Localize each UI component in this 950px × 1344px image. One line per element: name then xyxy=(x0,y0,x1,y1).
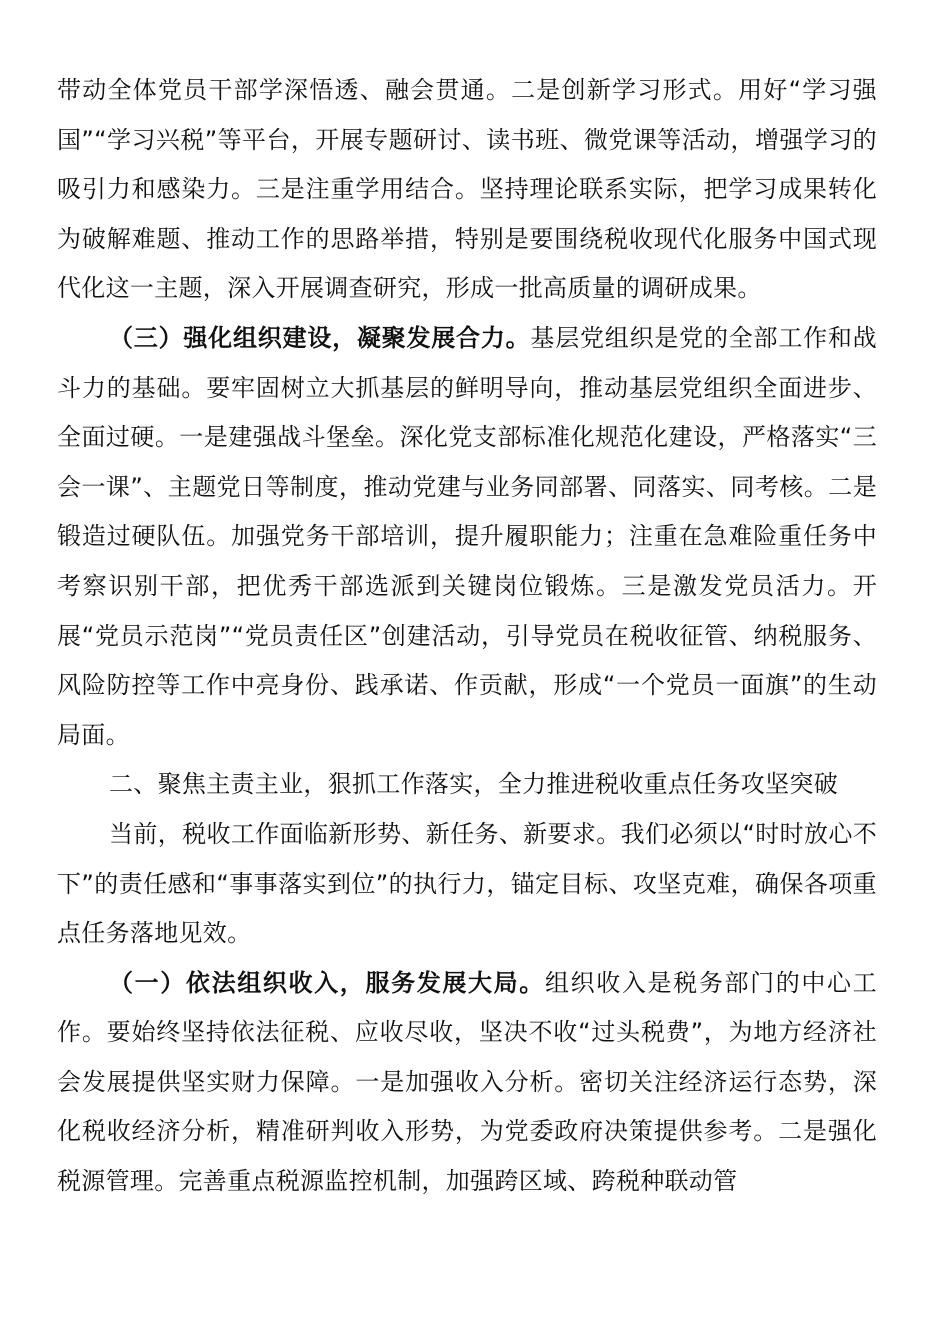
paragraph-revenue-collection xyxy=(57,959,877,1207)
paragraph-text: 基层党组织是党的全部工作和战斗力的基础。要牢固树立大抓基层的鲜明导向，推动基层党组织全面进步、全面过硬。一是建强战斗堡垒。深化党支部标准化规范化建设，严格落实“三会一课”、主题党日等制度，推动党建与业务同部署、同落实、同考核。二是锻造过硬队伍。加强党务干部培训，提升履职能力；注重在急难险重任务中考察识别干部，把优秀干部选派到关键岗位锻炼。三是激发党员活力。开展“党员示范岗”“党员责任区”创建活动，引导党员在税收征管、纳税服务、风险防控等工作中亮身份、践承诺、作贡献，形成“一个党员一面旗”的生动局面。 xyxy=(57,323,877,749)
paragraph-organization-building xyxy=(57,314,877,760)
paragraph-text: 二、聚焦主责主业，狠抓工作落实，全力推进税收重点任务攻坚突破 xyxy=(109,770,838,799)
paragraph-text: 当前，税收工作面临新形势、新任务、新要求。我们必须以“时时放心不下”的责任感和“事事落实到位”的执行力，锚定目标、攻坚克难，确保各项重点任务落地见效。 xyxy=(57,819,877,948)
document-page xyxy=(57,66,877,1207)
paragraph-text: 带动全体党员干部学深悟透、融会贯通。二是创新学习形式。用好“学习强国”“学习兴税”等平台，开展专题研讨、读书班、微党课等活动，增强学习的吸引力和感染力。三是注重学用结合。坚持理论联系实际，把学习成果转化为破解难题、推动工作的思路举措，特别是要围绕税收现代化服务中国式现代化这一主题，深入开展调查研究，形成一批高质量的调研成果。 xyxy=(57,76,877,303)
paragraph-text: 组织收入是税务部门的中心工作。要始终坚持依法征税、应收尽收，坚决不收“过头税费”，为地方经济社会发展提供坚实财力保障。一是加强收入分析。密切关注经济运行态势，深化税收经济分析，精准研判收入形势，为党委政府决策提供参考。二是强化税源管理。完善重点税源监控机制，加强跨区域、跨税种联动管 xyxy=(57,968,877,1196)
paragraph-current-situation xyxy=(57,810,877,959)
section-heading: （一）依法组织收入，服务发展大局。 xyxy=(109,968,545,997)
paragraph-study-continuation xyxy=(57,66,877,314)
chapter-heading xyxy=(57,760,877,810)
section-heading: （三）强化组织建设，凝聚发展合力。 xyxy=(109,323,531,352)
